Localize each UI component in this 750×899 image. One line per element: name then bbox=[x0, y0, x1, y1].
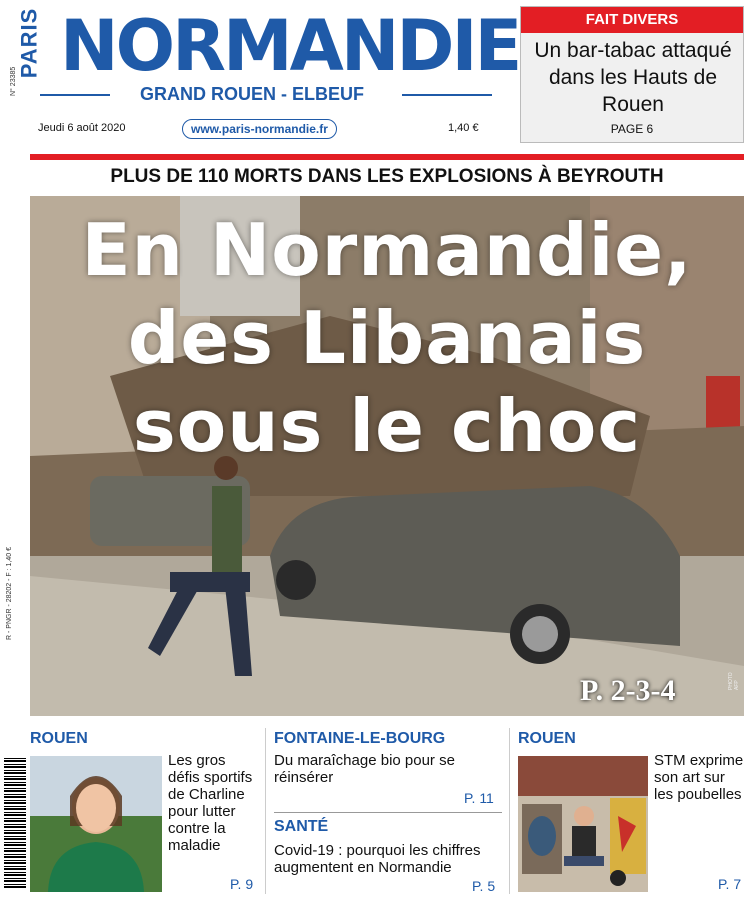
issue-price: 1,40 € bbox=[448, 122, 479, 134]
column-divider bbox=[265, 728, 266, 894]
story-stm-section: ROUEN bbox=[518, 730, 576, 747]
story-stm-photo[interactable] bbox=[518, 756, 648, 892]
story-stm-text[interactable]: STM exprime son art sur les poubelles bbox=[654, 752, 744, 803]
teaser-page: PAGE 6 bbox=[610, 122, 654, 136]
column-divider bbox=[509, 728, 510, 894]
lead-kicker: PLUS DE 110 MORTS DANS LES EXPLOSIONS À BEYROUTH bbox=[110, 166, 664, 187]
subtitle-rule-left bbox=[40, 94, 110, 96]
teaser-headline: Un bar-tabac attaqué dans les Hauts de Rouen bbox=[534, 39, 732, 116]
subtitle-rule-right bbox=[402, 94, 492, 96]
lead-headline-line-3: sous le choc bbox=[132, 384, 642, 468]
masthead-title: NORMANDIE bbox=[60, 5, 520, 87]
athlete-portrait-illustration bbox=[30, 756, 162, 892]
story-fontaine-page: P. 11 bbox=[464, 790, 494, 806]
masthead-paris: PARIS bbox=[16, 7, 42, 79]
story-sante-section: SANTÉ bbox=[274, 818, 329, 835]
teaser-box[interactable] bbox=[520, 6, 744, 143]
story-rouen-text[interactable]: Les gros défis sportifs de Charline pour lutter contre la maladie bbox=[168, 752, 253, 854]
story-sante-text[interactable]: Covid-19 : pourquoi les chiffres augmentent en Normandie bbox=[274, 842, 481, 876]
street-art-bins-illustration bbox=[518, 756, 648, 892]
barcode bbox=[4, 758, 26, 888]
issue-date: Jeudi 6 août 2020 bbox=[38, 122, 126, 134]
story-rouen-section: ROUEN bbox=[30, 730, 88, 747]
story-rouen-photo[interactable] bbox=[30, 756, 162, 892]
masthead-subtitle: GRAND ROUEN - ELBEUF bbox=[140, 84, 364, 104]
lead-headline bbox=[30, 206, 744, 470]
lead-pages: P. 2-3-4 bbox=[580, 674, 676, 707]
story-sante-page: P. 5 bbox=[472, 878, 496, 894]
site-url-link[interactable]: www.paris-normandie.fr bbox=[182, 119, 337, 139]
lead-photo[interactable] bbox=[30, 196, 744, 716]
red-divider bbox=[30, 154, 744, 160]
story-divider bbox=[274, 812, 502, 813]
story-stm-page: P. 7 bbox=[718, 876, 742, 892]
story-fontaine-text[interactable]: Du maraîchage bio pour se réinsérer bbox=[274, 752, 455, 786]
side-code: R - PNGR - 28202 - F : 1,40 € bbox=[6, 547, 13, 640]
teaser-category: FAIT DIVERS bbox=[521, 7, 743, 33]
photo-credit: PHOTO AFP bbox=[728, 672, 740, 690]
story-fontaine-section: FONTAINE-LE-BOURG bbox=[274, 730, 446, 747]
issue-number: N° 23385 bbox=[10, 66, 17, 96]
lead-headline-line-1: En Normandie, bbox=[81, 208, 693, 292]
lead-headline-line-2: des Libanais bbox=[127, 296, 647, 380]
story-rouen-page: P. 9 bbox=[230, 876, 254, 892]
